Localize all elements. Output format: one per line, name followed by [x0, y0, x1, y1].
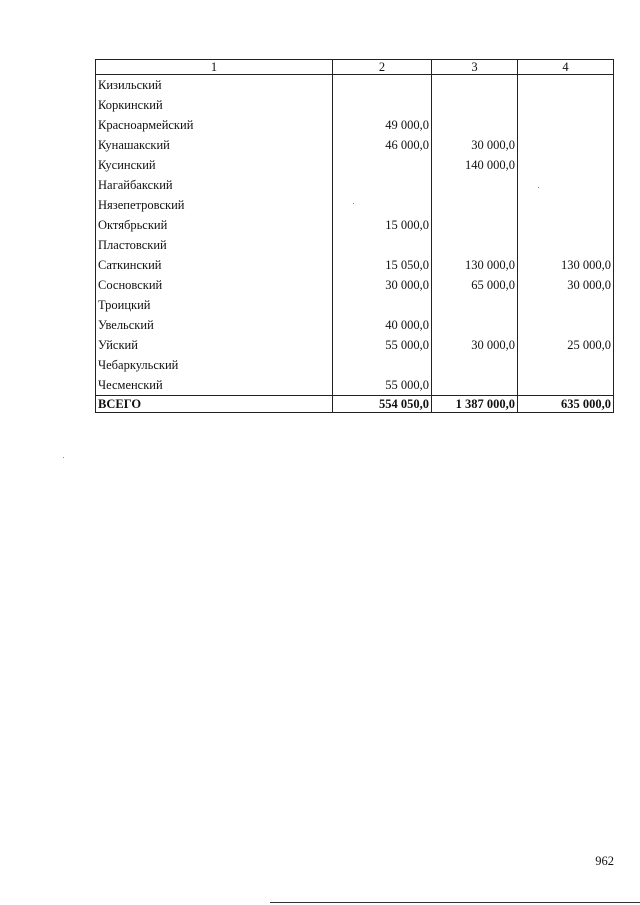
district-name: Кусинский [96, 155, 333, 175]
district-name: Сосновский [96, 275, 333, 295]
value-col-3 [432, 215, 518, 235]
value-col-2: 49 000,0 [333, 115, 432, 135]
value-col-2: 46 000,0 [333, 135, 432, 155]
value-col-3 [432, 195, 518, 215]
value-col-3 [432, 175, 518, 195]
total-label: ВСЕГО [96, 396, 333, 413]
table-row [96, 195, 614, 215]
column-header-3: 3 [432, 60, 518, 75]
district-name: Чесменский [96, 375, 333, 396]
value-col-4: 130 000,0 [518, 255, 614, 275]
value-col-2: 55 000,0 [333, 335, 432, 355]
value-col-4 [518, 175, 614, 195]
value-col-2 [333, 235, 432, 255]
value-col-2 [333, 295, 432, 315]
table-row [96, 375, 614, 396]
district-name: Уйский [96, 335, 333, 355]
scan-speck [63, 457, 64, 458]
total-row [96, 396, 614, 413]
value-col-4 [518, 375, 614, 396]
value-col-2 [333, 355, 432, 375]
column-header-2: 2 [333, 60, 432, 75]
table-row [96, 115, 614, 135]
value-col-2 [333, 75, 432, 96]
district-name: Пластовский [96, 235, 333, 255]
district-name: Коркинский [96, 95, 333, 115]
table-row [96, 255, 614, 275]
table-row [96, 75, 614, 96]
scan-speck [538, 187, 539, 188]
value-col-4 [518, 135, 614, 155]
district-name: Кунашакский [96, 135, 333, 155]
value-col-3 [432, 95, 518, 115]
table-row [96, 215, 614, 235]
value-col-4: 25 000,0 [518, 335, 614, 355]
value-col-2: 55 000,0 [333, 375, 432, 396]
value-col-2 [333, 175, 432, 195]
value-col-4 [518, 355, 614, 375]
district-name: Красноармейский [96, 115, 333, 135]
table-row [96, 135, 614, 155]
table-row [96, 315, 614, 335]
value-col-3: 130 000,0 [432, 255, 518, 275]
value-col-4 [518, 75, 614, 96]
value-col-3: 140 000,0 [432, 155, 518, 175]
value-col-3 [432, 295, 518, 315]
district-name: Октябрьский [96, 215, 333, 235]
table-row [96, 95, 614, 115]
value-col-4 [518, 195, 614, 215]
value-col-2: 30 000,0 [333, 275, 432, 295]
scan-speck [353, 203, 354, 204]
value-col-2 [333, 95, 432, 115]
value-col-3 [432, 115, 518, 135]
table-row [96, 355, 614, 375]
value-col-4 [518, 315, 614, 335]
table-row [96, 275, 614, 295]
page-number: 962 [595, 854, 614, 868]
total-col-3: 1 387 000,0 [432, 396, 518, 413]
district-name: Саткинский [96, 255, 333, 275]
budget-table [95, 59, 614, 413]
total-col-2: 554 050,0 [333, 396, 432, 413]
table-row [96, 175, 614, 195]
district-name: Чебаркульский [96, 355, 333, 375]
value-col-4 [518, 235, 614, 255]
value-col-3: 30 000,0 [432, 135, 518, 155]
value-col-3: 65 000,0 [432, 275, 518, 295]
footer-rule [270, 902, 640, 903]
district-name: Нязепетровский [96, 195, 333, 215]
value-col-3 [432, 375, 518, 396]
value-col-2 [333, 155, 432, 175]
table-body [96, 75, 614, 396]
value-col-4 [518, 295, 614, 315]
value-col-2 [333, 195, 432, 215]
column-header-1: 1 [96, 60, 333, 75]
header-row [96, 60, 614, 75]
table-row [96, 295, 614, 315]
table-row [96, 235, 614, 255]
district-name: Увельский [96, 315, 333, 335]
table-row [96, 335, 614, 355]
value-col-3 [432, 315, 518, 335]
column-header-4: 4 [518, 60, 614, 75]
table-row [96, 155, 614, 175]
value-col-3 [432, 235, 518, 255]
district-name: Нагайбакский [96, 175, 333, 195]
value-col-4 [518, 215, 614, 235]
value-col-4: 30 000,0 [518, 275, 614, 295]
district-name: Троицкий [96, 295, 333, 315]
district-name: Кизильский [96, 75, 333, 96]
value-col-4 [518, 155, 614, 175]
value-col-2: 15 050,0 [333, 255, 432, 275]
value-col-3 [432, 75, 518, 96]
value-col-4 [518, 95, 614, 115]
value-col-2: 40 000,0 [333, 315, 432, 335]
value-col-2: 15 000,0 [333, 215, 432, 235]
total-col-4: 635 000,0 [518, 396, 614, 413]
value-col-4 [518, 115, 614, 135]
value-col-3: 30 000,0 [432, 335, 518, 355]
value-col-3 [432, 355, 518, 375]
